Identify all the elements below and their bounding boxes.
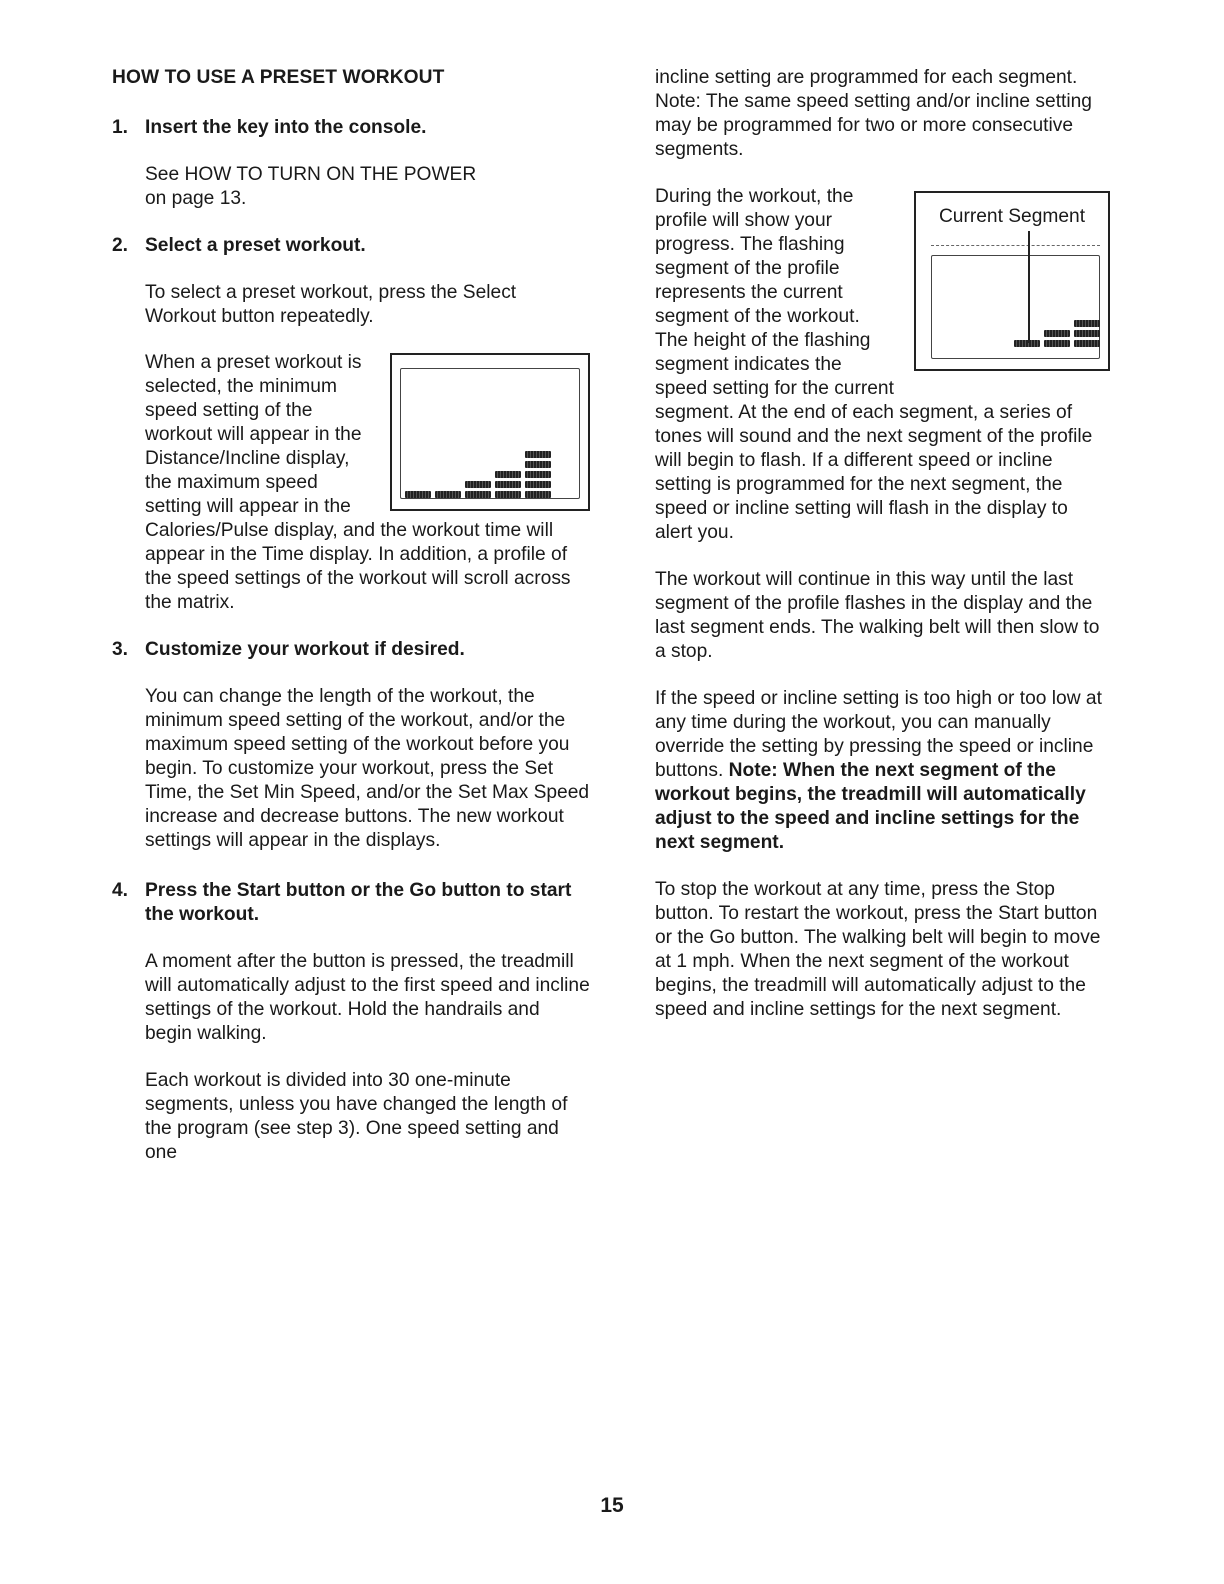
profile-bar [495,481,521,488]
profile-bar [525,481,551,488]
profile-bar [1044,340,1070,347]
section-heading: HOW TO USE A PRESET WORKOUT [112,67,445,88]
stop-paragraph: To stop the workout at any time, press the Stop button. To restart the workout, press the Start button or the Go button. The walking belt will begin to move at 1 mph. When the next segment of the workout begins, the treadmill will automatically adjust to the speed and incline settings for the next segment. [655,879,1101,1020]
profile-bar [435,491,461,498]
profile-bar [405,491,431,498]
figure-caption: Current Segment [938,206,1086,227]
current-segment-pointer [1028,231,1030,343]
step-title: Select a preset workout. [145,235,366,256]
profile-bar [1074,340,1100,347]
step-1-heading [112,116,590,140]
continued-paragraph: incline setting are programmed for each segment. Note: The same speed setting and/or incline setting may be programmed for two or more consecutive segments. [655,67,1092,160]
step-3-paragraph: You can change the length of the workout, the minimum speed setting of the workout, and/or the maximum speed setting of the workout before you begin. To customize your workout, press the Set Time, the Set Min Speed, and/or the Set Max Speed increase and decrease buttons. The new workout settings will appear in the displays. [145,686,590,851]
override-text: If the speed or incline setting is too high or too low at any time during the workout, you can manually override the setting by pressing the speed or incline buttons. [655,688,1102,781]
step-2-paragraph-1: To select a preset workout, press the Select Workout button repeatedly. [145,282,517,327]
step-2-paragraph-2-wrap [112,351,590,615]
profile-bar [525,451,551,458]
step-1-paragraph: See HOW TO TURN ON THE POWER on page 13. [145,164,477,209]
override-paragraph [655,687,1110,855]
step-4-heading [112,879,590,927]
profile-bar [1074,320,1100,327]
profile-bar [1074,330,1100,337]
step-2-heading [112,234,590,258]
preset-profile-figure [390,353,590,511]
profile-bar [1044,330,1070,337]
step-number: 2. [112,235,129,256]
during-workout-wrap [655,185,1110,545]
figure-divider [931,245,1100,247]
step-title: Insert the key into the console. [145,117,427,138]
continue-paragraph: The workout will continue in this way until the last segment of the profile flashes in the display and the last segment ends. The walking belt will then slow to a stop. [655,569,1100,662]
step-4-paragraph-1: A moment after the button is pressed, the treadmill will automatically adjust to the first speed and incline settings of the workout. Hold the handrails and begin walking. [145,951,590,1044]
step-number: 3. [112,639,129,660]
profile-bar [525,461,551,468]
profile-bar [465,481,491,488]
left-column [112,66,590,1165]
profile-bar [495,471,521,478]
step-3-heading [112,638,590,662]
during-workout-paragraph: During the workout, the profile will show your progress. The flashing segment of the profile represents the current segment of the workout. The height of the flashing segment indicates the speed setting for the current segment. At the end of each segment, a series of tones will sound and the next segment of the profile will begin to flash. If a different speed or incline setting is programmed for the next segment, the speed or incline setting will flash in the display to alert you. [655,186,1093,543]
profile-bar [495,491,521,498]
profile-bar [1014,340,1040,347]
current-segment-figure [914,191,1110,371]
profile-bar [525,471,551,478]
right-column [655,66,1110,1022]
step-4-paragraph-2: Each workout is divided into 30 one-minute segments, unless you have changed the length of the program (see step 3). One speed setting and one [145,1070,568,1163]
step-number: 4. [112,880,129,901]
step-title: Customize your workout if desired. [145,639,465,660]
step-2-paragraph-2: When a preset workout is selected, the minimum speed setting of the workout will appear in the Distance/Incline display, the maximum speed setting will appear in the Calories/Pulse display, and the workout time will appear in the Time display. In addition, a profile of the speed settings of the workout will scroll across the matrix. [145,352,571,613]
override-note: Note: When the next segment of the workout begins, the treadmill will automatically adjust to the speed and incline settings for the next segment. [655,760,1086,853]
profile-bar [465,491,491,498]
matrix-display [400,368,580,499]
matrix-display [931,255,1100,359]
step-title: Press the Start button or the Go button to start the workout. [145,880,572,925]
profile-bar [525,491,551,498]
step-number: 1. [112,117,129,138]
page-number: 15 [600,1494,624,1517]
